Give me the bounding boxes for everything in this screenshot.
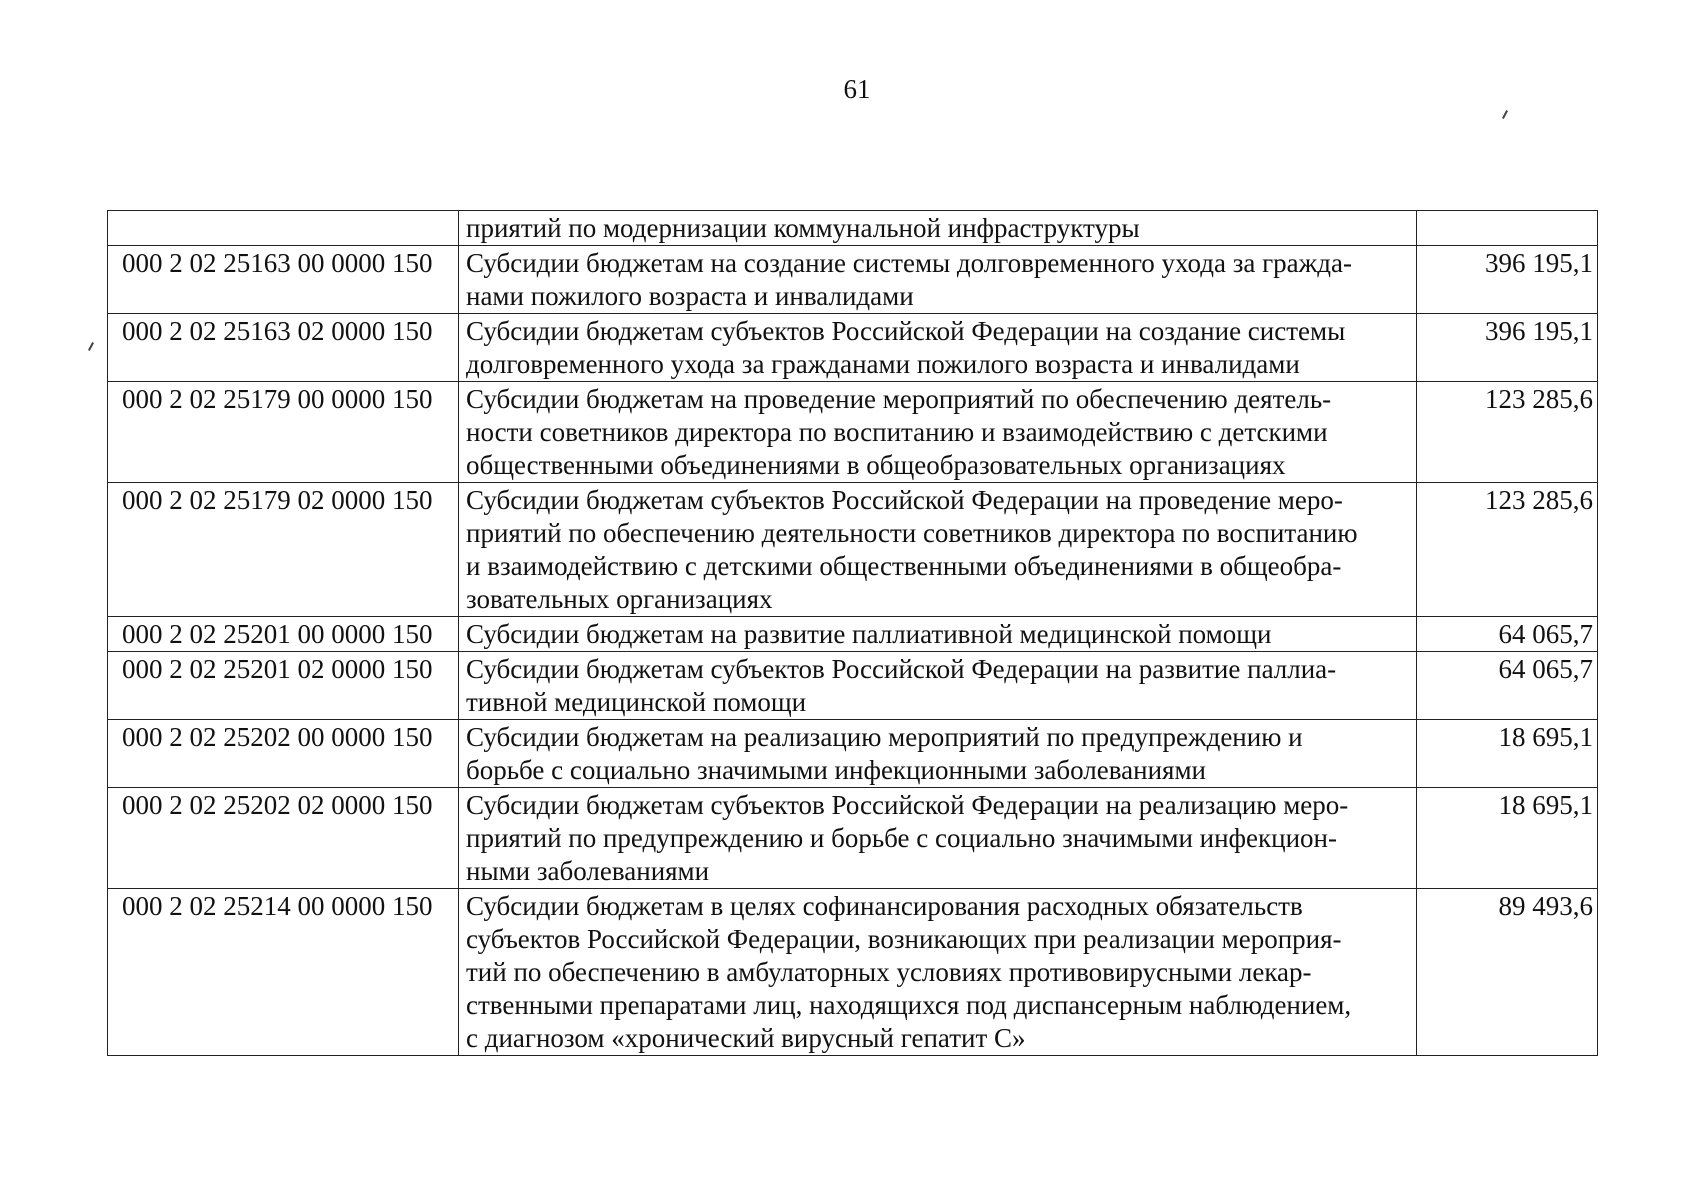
budget-code-cell: 000 2 02 25179 00 0000 150 bbox=[108, 382, 459, 483]
table-row bbox=[108, 652, 1598, 720]
amount-cell: 64 065,7 bbox=[1417, 652, 1598, 720]
budget-code-cell: 000 2 02 25202 00 0000 150 bbox=[108, 720, 459, 788]
amount-cell: 123 285,6 bbox=[1417, 382, 1598, 483]
amount-cell: 18 695,1 bbox=[1417, 788, 1598, 889]
table-row bbox=[108, 211, 1598, 246]
budget-code-cell: 000 2 02 25201 00 0000 150 bbox=[108, 617, 459, 652]
amount-cell: 396 195,1 bbox=[1417, 246, 1598, 314]
amount-cell bbox=[1417, 211, 1598, 246]
description-cell: Субсидии бюджетам в целях софинансирования расходных обязательств субъектов Российской Федерации, возникающих при реализации мероприя- тий по обеспечению в амбулаторных условиях противовирусными лекар- ственными препаратами лиц, находящихся под диспансерным наблюдением, с диагнозом «хронический вирусный гепатит С» bbox=[459, 889, 1417, 1056]
description-cell: Субсидии бюджетам на создание системы долговременного ухода за гражда- нами пожилого возраста и инвалидами bbox=[459, 246, 1417, 314]
amount-cell: 396 195,1 bbox=[1417, 314, 1598, 382]
budget-table bbox=[107, 210, 1598, 1056]
description-cell: Субсидии бюджетам субъектов Российской Федерации на реализацию меро- приятий по предупреждению и борьбе с социально значимыми инфекцион- ными заболеваниями bbox=[459, 788, 1417, 889]
description-cell: Субсидии бюджетам субъектов Российской Федерации на развитие паллиа- тивной медицинской помощи bbox=[459, 652, 1417, 720]
table-row bbox=[108, 314, 1598, 382]
table-body bbox=[108, 211, 1598, 1056]
budget-code-cell: 000 2 02 25201 02 0000 150 bbox=[108, 652, 459, 720]
budget-code-cell: 000 2 02 25163 02 0000 150 bbox=[108, 314, 459, 382]
table-row bbox=[108, 788, 1598, 889]
budget-code-cell: 000 2 02 25179 02 0000 150 bbox=[108, 483, 459, 617]
amount-cell: 89 493,6 bbox=[1417, 889, 1598, 1056]
amount-cell: 123 285,6 bbox=[1417, 483, 1598, 617]
description-cell: Субсидии бюджетам на развитие паллиативной медицинской помощи bbox=[459, 617, 1417, 652]
budget-code-cell: 000 2 02 25202 02 0000 150 bbox=[108, 788, 459, 889]
table-row bbox=[108, 720, 1598, 788]
budget-code-cell: 000 2 02 25214 00 0000 150 bbox=[108, 889, 459, 1056]
description-cell: Субсидии бюджетам субъектов Российской Федерации на создание системы долговременного ухода за гражданами пожилого возраста и инвалидами bbox=[459, 314, 1417, 382]
table-row bbox=[108, 617, 1598, 652]
scan-mark bbox=[88, 342, 94, 351]
table-row bbox=[108, 889, 1598, 1056]
page-number: 61 bbox=[843, 74, 871, 104]
table-row bbox=[108, 483, 1598, 617]
table-row bbox=[108, 246, 1598, 314]
amount-cell: 18 695,1 bbox=[1417, 720, 1598, 788]
amount-cell: 64 065,7 bbox=[1417, 617, 1598, 652]
description-cell: Субсидии бюджетам на реализацию мероприятий по предупреждению и борьбе с социально значимыми инфекционными заболеваниями bbox=[459, 720, 1417, 788]
description-cell: приятий по модернизации коммунальной инфраструктуры bbox=[459, 211, 1417, 246]
budget-code-cell bbox=[108, 211, 459, 246]
description-cell: Субсидии бюджетам на проведение мероприятий по обеспечению деятель- ности советников директора по воспитанию и взаимодействию с детскими общественными объединениями в общеобразовательных организациях bbox=[459, 382, 1417, 483]
description-cell: Субсидии бюджетам субъектов Российской Федерации на проведение меро- приятий по обеспечению деятельности советников директора по воспитанию и взаимодействию с детскими общественными объединениями в общеобра- зовательных организациях bbox=[459, 483, 1417, 617]
budget-code-cell: 000 2 02 25163 00 0000 150 bbox=[108, 246, 459, 314]
scan-mark bbox=[1502, 110, 1508, 119]
table-row bbox=[108, 382, 1598, 483]
